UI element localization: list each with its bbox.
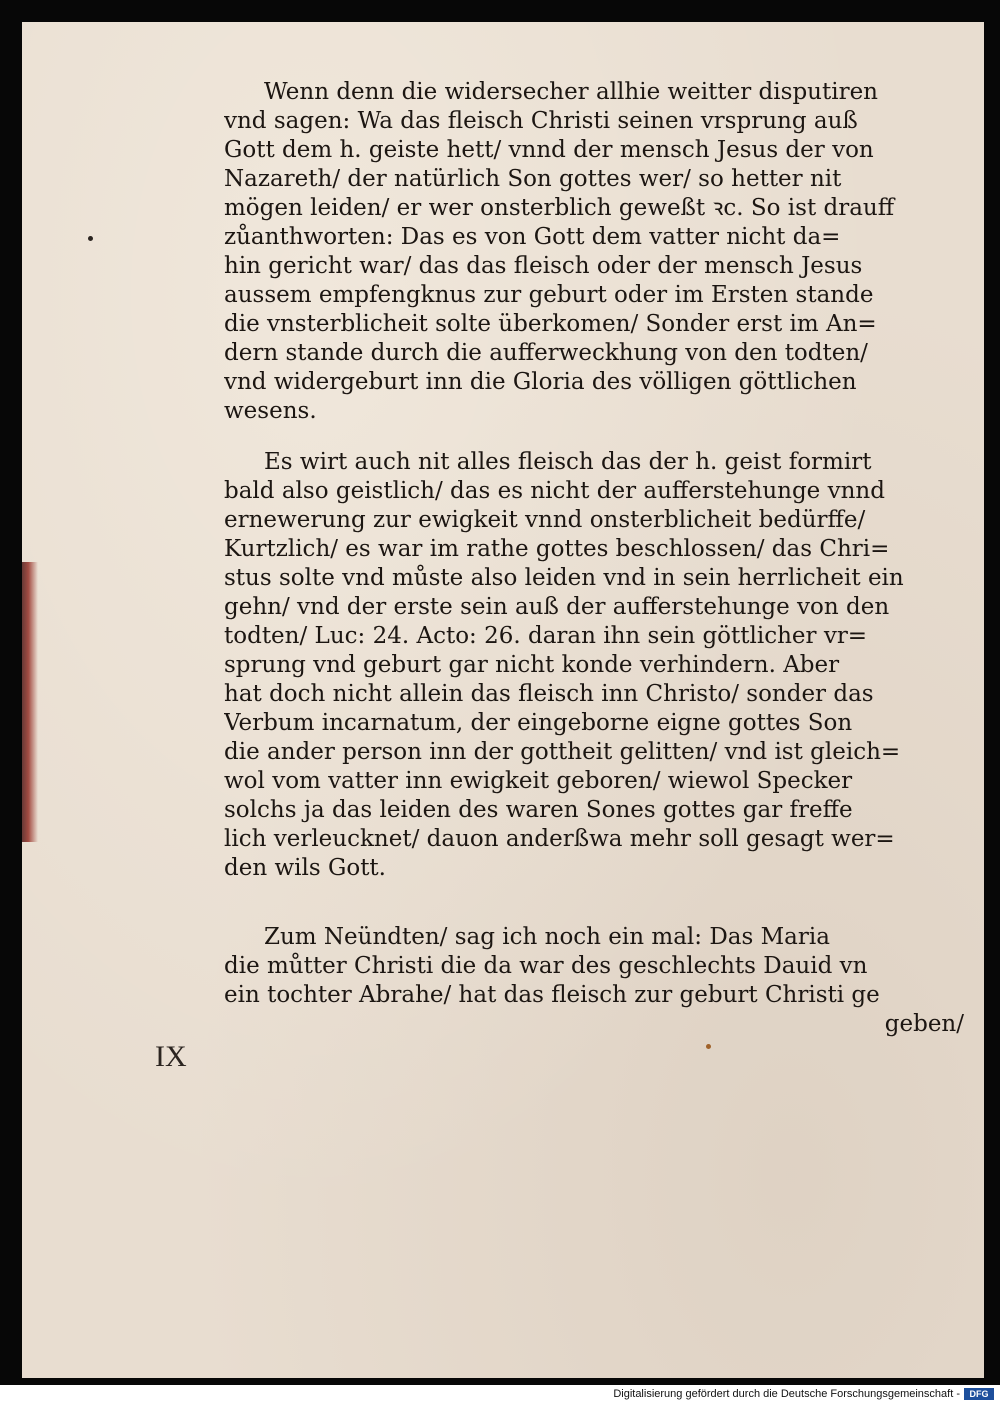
text-line: todten/ Luc: 24. Acto: 26. daran ihn sein göttlicher vr= bbox=[224, 623, 868, 649]
text-line: gehn/ vnd der erste sein auß der aufferstehunge von den bbox=[224, 594, 890, 620]
text-line: aussem empfengknus zur geburt oder im Ersten stande bbox=[224, 282, 874, 308]
paragraph-1 bbox=[224, 78, 964, 426]
text-line: die ander person inn der gottheit gelitten/ vnd ist gleich= bbox=[224, 739, 901, 765]
digitization-footer bbox=[0, 1385, 1000, 1404]
ink-speck bbox=[88, 236, 93, 241]
paragraph-gap bbox=[224, 426, 964, 448]
paragraph-2 bbox=[224, 448, 964, 883]
text-line: ein tochter Abrahe/ hat das fleisch zur geburt Christi ge bbox=[224, 982, 880, 1008]
text-line: vnd sagen: Wa das fleisch Christi seinen vrsprung auß bbox=[224, 108, 858, 134]
text-line: lich verleucknet/ dauon anderßwa mehr soll gesagt wer= bbox=[224, 826, 895, 852]
text-line: wol vom vatter inn ewigkeit geboren/ wiewol Specker bbox=[224, 768, 853, 794]
text-line: Kurtzlich/ es war im rathe gottes beschlossen/ das Chri= bbox=[224, 536, 890, 562]
section-numeral: IX bbox=[155, 1040, 187, 1073]
text-line: dern stande durch die aufferweckhung von den todten/ bbox=[224, 340, 868, 366]
text-line: stus solte vnd můste also leiden vnd in sein herrlicheit ein bbox=[224, 565, 904, 591]
dfg-logo: DFG bbox=[964, 1388, 994, 1400]
paragraph-gap bbox=[224, 883, 964, 923]
text-line: Zum Neündten/ sag ich noch ein mal: Das Maria bbox=[264, 924, 830, 950]
funding-note: Digitalisierung gefördert durch die Deutsche Forschungsgemeinschaft - bbox=[613, 1388, 960, 1400]
text-line: wesens. bbox=[224, 398, 317, 424]
text-line: Wenn denn die widersecher allhie weitter disputiren bbox=[264, 79, 878, 105]
page-edge-stain bbox=[22, 562, 38, 842]
page-text bbox=[224, 78, 964, 1039]
text-line: sprung vnd geburt gar nicht konde verhindern. Aber bbox=[224, 652, 840, 678]
text-line: bald also geistlich/ das es nicht der aufferstehunge vnnd bbox=[224, 478, 885, 504]
paragraph-3 bbox=[224, 923, 964, 1039]
text-line: vnd widergeburt inn die Gloria des völligen göttlichen bbox=[224, 369, 857, 395]
text-line: hin gericht war/ das das fleisch oder der mensch Jesus bbox=[224, 253, 863, 279]
text-line: die můtter Christi die da war des geschlechts Dauid vn bbox=[224, 953, 868, 979]
text-line: zůanthworten: Das es von Gott dem vatter nicht da= bbox=[224, 224, 841, 250]
text-line: Es wirt auch nit alles fleisch das der h. geist formirt bbox=[264, 449, 872, 475]
text-line: Gott dem h. geiste hett/ vnnd der mensch Jesus der von bbox=[224, 137, 874, 163]
text-line: die vnsterblicheit solte überkomen/ Sonder erst im An= bbox=[224, 311, 877, 337]
text-line: mögen leiden/ er wer onsterblich geweßt ꝛc. So ist drauff bbox=[224, 195, 895, 221]
ink-speck bbox=[706, 1044, 711, 1049]
text-line: den wils Gott. bbox=[224, 855, 386, 881]
text-line: geben/ bbox=[884, 1011, 964, 1037]
text-line: ernewerung zur ewigkeit vnnd onsterblicheit bedürffe/ bbox=[224, 507, 866, 533]
text-line: hat doch nicht allein das fleisch inn Christo/ sonder das bbox=[224, 681, 874, 707]
text-line: Nazareth/ der natürlich Son gottes wer/ so hetter nit bbox=[224, 166, 842, 192]
text-line: solchs ja das leiden des waren Sones gottes gar freffe bbox=[224, 797, 853, 823]
text-line: Verbum incarnatum, der eingeborne eigne gottes Son bbox=[224, 710, 853, 736]
